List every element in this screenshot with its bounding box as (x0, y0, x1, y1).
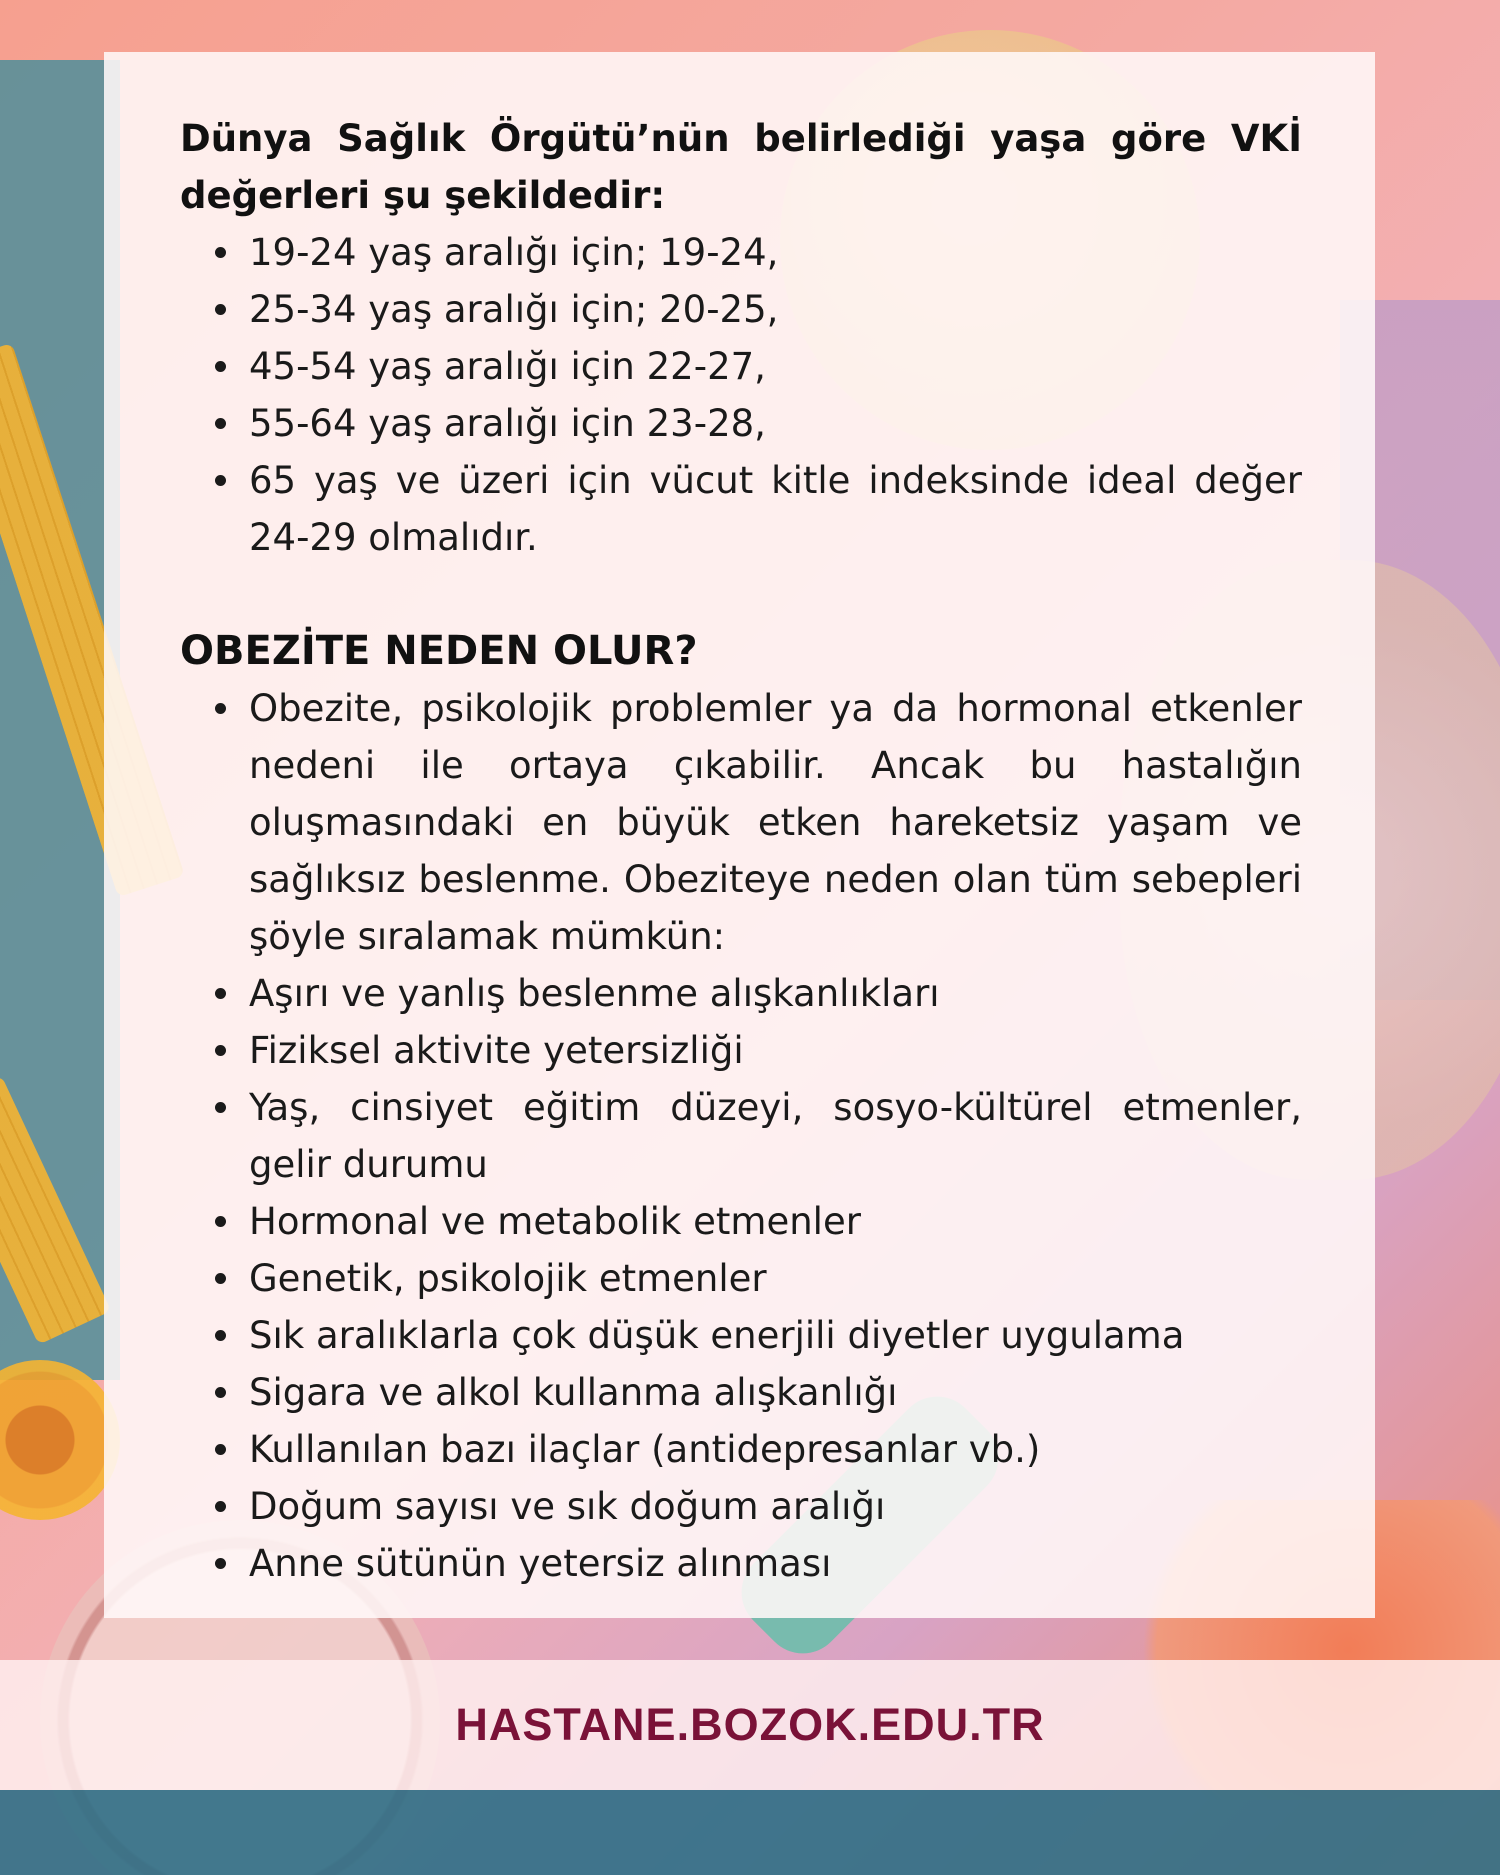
list-item: 19-24 yaş aralığı için; 19-24, (180, 224, 1302, 281)
background-teal-strip (0, 1790, 1500, 1875)
list-item: 45-54 yaş aralığı için 22-27, (180, 338, 1302, 395)
list-item: 25-34 yaş aralığı için; 20-25, (180, 281, 1302, 338)
bmi-age-list (180, 224, 1302, 566)
content-card (104, 52, 1375, 1618)
list-item: Obezite, psikolojik problemler ya da hormonal etkenler nedeni ile ortaya çıkabilir. Ancak bu hastalığın oluşmasındaki en büyük etken hareketsiz yaşam ve sağlıksız beslenme. Obeziteye neden olan tüm sebepleri şöyle sıralamak mümkün: (180, 680, 1302, 965)
list-item: 55-64 yaş aralığı için 23-28, (180, 395, 1302, 452)
website-link[interactable]: HASTANE.BOZOK.EDU.TR (455, 1699, 1045, 1750)
list-item: Kullanılan bazı ilaçlar (antidepresanlar vb.) (180, 1421, 1302, 1478)
list-item: Sık aralıklarla çok düşük enerjili diyetler uygulama (180, 1307, 1302, 1364)
card-content (180, 110, 1302, 1592)
footer-banner (0, 1660, 1500, 1790)
section-heading: OBEZİTE NEDEN OLUR? (180, 628, 698, 674)
list-item: Yaş, cinsiyet eğitim düzeyi, sosyo-kültürel etmenler, gelir durumu (180, 1079, 1302, 1193)
list-item: Fiziksel aktivite yetersizliği (180, 1022, 1302, 1079)
list-item: Anne sütünün yetersiz alınması (180, 1535, 1302, 1592)
intro-text: Dünya Sağlık Örgütü’nün belirlediği yaşa göre VKİ değerleri şu şekildedir: (180, 117, 1302, 217)
list-item: Sigara ve alkol kullanma alışkanlığı (180, 1364, 1302, 1421)
list-item: 65 yaş ve üzeri için vücut kitle indeksinde ideal değer 24-29 olmalıdır. (180, 452, 1302, 566)
list-item: Doğum sayısı ve sık doğum aralığı (180, 1478, 1302, 1535)
list-item: Aşırı ve yanlış beslenme alışkanlıkları (180, 965, 1302, 1022)
obesity-causes-list (180, 680, 1302, 1592)
list-item: Genetik, psikolojik etmenler (180, 1250, 1302, 1307)
list-item: Hormonal ve metabolik etmenler (180, 1193, 1302, 1250)
measuring-tape-roll-image (0, 1360, 120, 1520)
